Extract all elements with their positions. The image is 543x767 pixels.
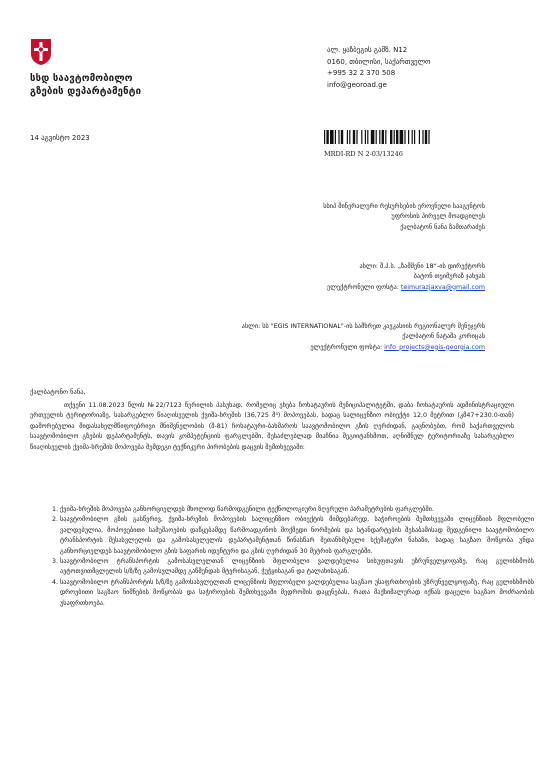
contact-city: 0160, თბილისი, საქართველო <box>327 57 431 66</box>
agency-name-line1: სსდ საავტომობილო <box>30 73 133 84</box>
agency-name <box>30 72 141 98</box>
recipient-copy-1-email-line <box>327 283 485 293</box>
registration-number: MRDI-RD N 2-03/13246 <box>324 150 403 158</box>
recipient-copy-2-email-label: ელექტრონული ფოსტა: <box>310 343 383 351</box>
agency-name-line2: გზების დეპარტამენტი <box>30 86 142 97</box>
recipient-copy-1-org: ასლი: შ.პ.ს. „ზამშენი 18“-ის დირექტორს <box>359 263 485 270</box>
contact-street: ალ. ყაზბეგის გამზ. N12 <box>327 46 408 54</box>
recipient-copy-2-name: ქალბატონ ნატაშა კორიცას <box>402 333 485 341</box>
condition-item: 4. საავტომობილო ტრანსპორტის ს/ზ/ზე გამოსასვლელთან ლიცენზიის მფლობელი ვალდებულია საგზაო უსაფრთხოების უზრუნველყოფაზე, რაც გულისხმობს დროებითი საგზაო ნიშნების მოწყობას და საჭიროების შემთხვევაში მედროშის დაყენებას, რათა მაქსიმალურად იქნას დაცული საგზაო მოძრაობის უსაფრთხოება. <box>60 578 534 609</box>
recipient-copy-1-email-link[interactable]: teimurazjaxva@gmail.com <box>400 283 485 291</box>
recipient-primary-name: ქალბატონ ნანა ზამთარაძეს <box>400 223 485 231</box>
contact-email[interactable]: info@georoad.ge <box>327 80 387 89</box>
barcode-icon <box>324 130 474 144</box>
recipient-copy-2-email-link[interactable]: info_projects@egis-georgia.com <box>384 343 485 351</box>
letter-salutation: ქალბატონო ნანა, <box>30 388 86 396</box>
recipient-copy-2 <box>242 322 485 353</box>
recipient-copy-2-org: ასლი: სს "EGIS INTERNATIONAL"-ის სამხრეთ კავკასიის რეგიონალურ მენეჯერს <box>241 323 485 330</box>
contact-block <box>327 45 431 91</box>
recipient-copy-1-email-label: ელექტრონული ფოსტა: <box>327 283 399 291</box>
condition-item: 3. საავტომობილო ტრანსპორტის გამოსასვლელთან ლიცენზიის მფლობელი ვალდებულია სისუფთავის უზრუნველყოფაზე, რაც გულისხმობს ავტოთვითმცლელის ს/ზ/ზე გამოსვლამდე გაწმენდას მტვრისაგან, ჭუჭყისაგან და ტალახისაგან. <box>60 557 534 578</box>
coat-of-arms-icon <box>30 38 52 66</box>
recipient-copy-2-email-line <box>242 343 485 353</box>
recipient-primary-org: სსიპ მინერალური რესურსების ეროვნული სააგენტოს <box>323 203 485 210</box>
recipient-primary-title: უფროსის პირველ მოადგილეს <box>391 213 485 221</box>
contact-phone: +995 32 2 370 508 <box>327 69 396 77</box>
condition-item: 2. საავტომობილო გზის გასწვრივ, ქვიშა-ხრეშის მოპოვების სალიცენზიო ობიექტის მიმდებარედ, საჭიროების შემთხვევაში ლიცენზიის მფლობელი ვალდებულია, მოპოვებითი სამუშაოების დაწყებამდე წარმოადგინოს მოქმედი ნორმების და სტანდარტების შესაბამისად შედგენილი საავტომობილო ტრანსპორტის შესასვლელის და გამოსასვლელის დეპარტამენტთან წინასწარ შეთანხმებული სქემატური ნახაზი, სადაც საგზაო მოწყობა უნდა განხორციელდეს საავტომობილო გზის საფარის იდენტური და გზის ღერძიდან 30 მეტრის ფარგლებში. <box>60 515 534 557</box>
letter-body-paragraph: თქვენი 11.08.2023 წლის №22/7123 წერილის პასუხად, რომელიც ეხება ჩოხატაურის მუნიციპალიტეტში, დაბა ჩოხატაურის ადმინისტრაციული ერთეულის ტერიტორიაზე, სასარგებლო წიაღისეულის ქვიშა-ხრეშის (36,725 მ³) მოპოვებას, სადაც სალიცენზიო ობიექტი 12,0 მეტრით (კმ47+230.0-თან) დაშორებულია მიდასახელმწიფოებრივი მნიშვნელობის (შ-81) ჩოხატაური-ბახმაროს საავტომობილო გზის ღერძიდან, გაცნობებთ, რომ საქართველოს საავტომობილო გზების დეპარტამენტს, თავის კომპეტენციის ფარგლებში, შესაძლებლად მიაჩნია შეგიიტანხმოთ, აღნიშნულ ტერიტორიაზე სასარგებლო წიაღისეულის ქვიშა-ხრეშის მოპოვება შემდეგი ტექნიკური პირობების დაცვის შემთხვევაში: <box>30 402 514 451</box>
letter-date: 14 აგვისტო 2023 <box>30 134 90 142</box>
recipient-copy-1 <box>327 262 485 293</box>
condition-item: 1. ქვიშა-ხრეშის მოპოვება განხორციელდეს მხოლოდ წარმოდგენილი ტექნოლოგიური ზღვრული პარამეტრების ფარგლებში. <box>60 505 534 515</box>
conditions-list <box>40 505 534 609</box>
recipient-primary <box>323 202 485 233</box>
recipient-copy-1-name: ბატონ თეიმურაზ ჯახვას <box>413 273 485 281</box>
